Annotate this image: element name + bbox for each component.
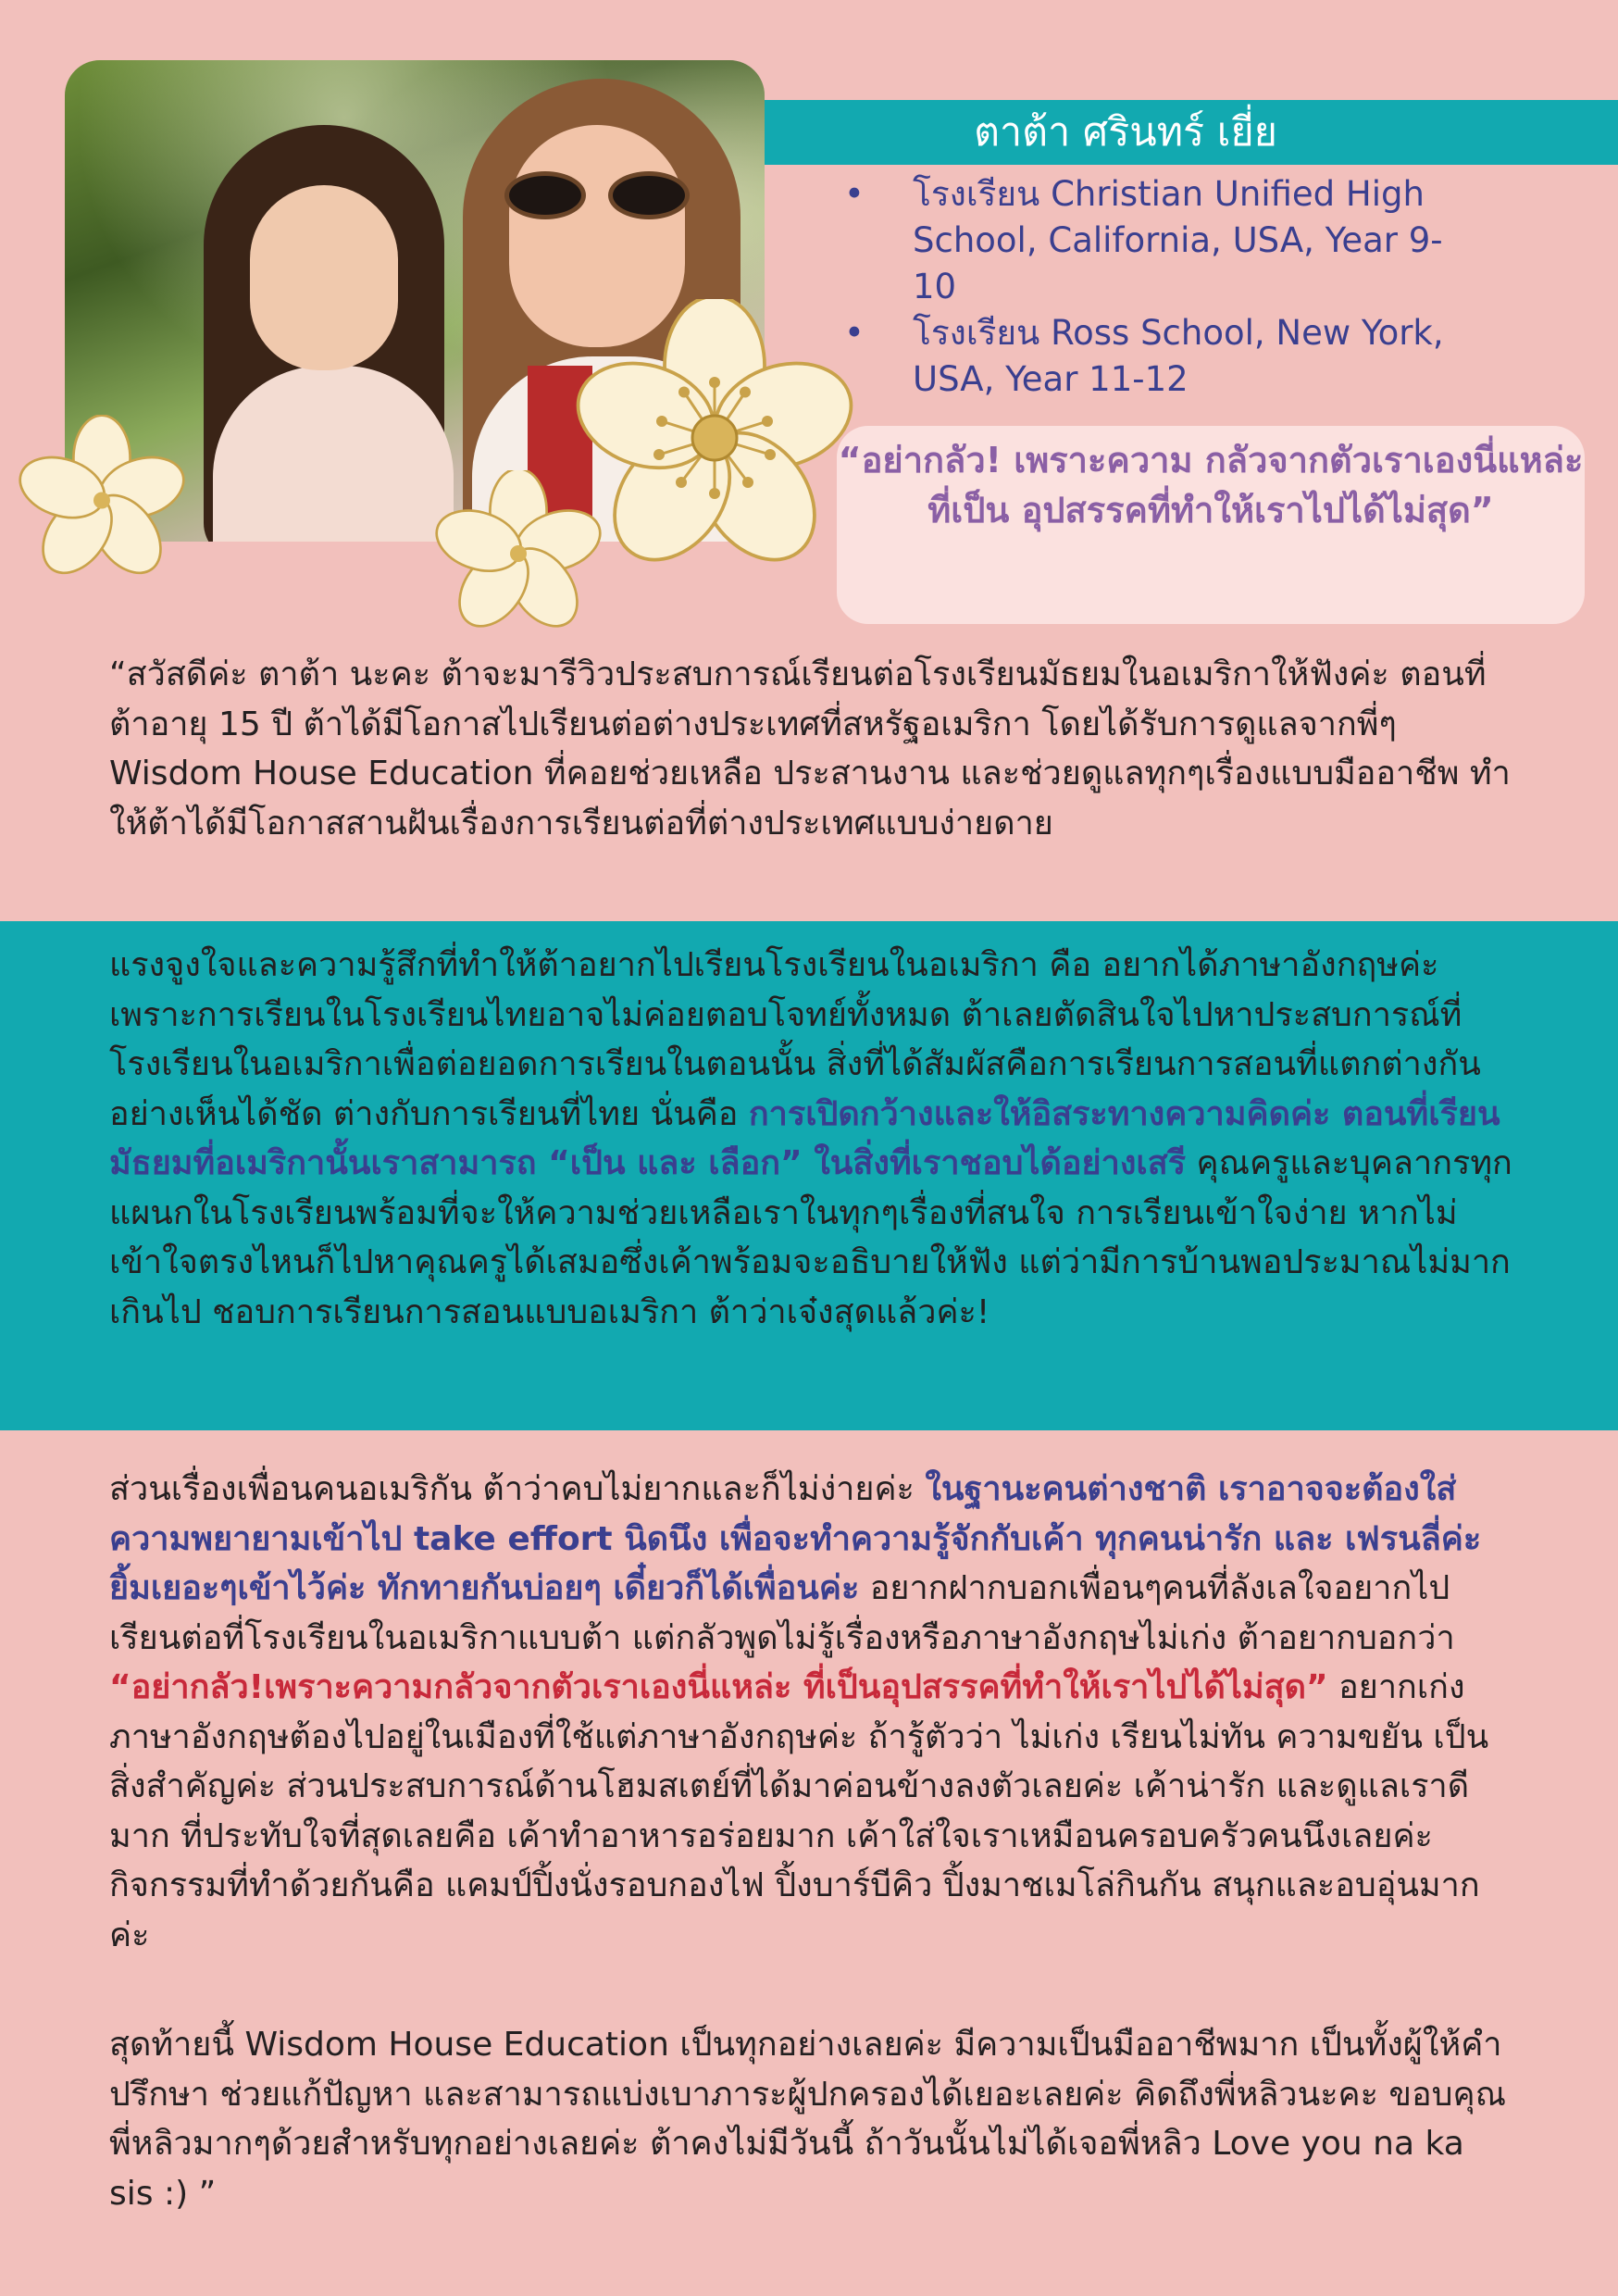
motivation-paragraph xyxy=(109,941,1516,1337)
large-flower-icon xyxy=(576,299,853,577)
friends-text: ส่วนเรื่องเพื่อนคนอเมริกัน ต้าว่าคบไม่ยากและก็ไม่ง่ายค่ะ xyxy=(109,1470,926,1508)
quote-text: “อย่ากลัว! เพราะความ กลัวจากตัวเราเองนี่แหล่ะ ที่เป็น อุปสรรคที่ทำให้เราไปได้ไม่สุด” xyxy=(838,440,1584,530)
friends-highlight: ในฐานะคนต่างชาติ เราอาจจะต้องใส่ความพยายามเข้าไป take effort นิดนึง เพื่อจะทำความรู้จักกับเค้า ทุกคนน่ารัก และ เฟรนลี่ค่ะ ยิ้มเยอะๆเข้าไว้ค่ะ ทักทายกันบ่อยๆ เดี๋ยวก็ได้เพื่อนค่ะ xyxy=(109,1470,1482,1607)
motivation-highlight: การเปิดกว้างและให้อิสระทางความคิดค่ะ ตอนที่เรียนมัธยมที่อเมริกานั้นเราสามารถ “เป็น และ เลือก” ในสิ่งที่เราชอบได้อย่างเสรี xyxy=(109,1094,1500,1182)
school-item: • โรงเรียน Christian Unified High School, California, USA, Year 9-10 xyxy=(844,171,1483,310)
flower-icon xyxy=(19,415,185,586)
motivation-text: แรงจูงใจและความรู้สึกที่ทำให้ต้าอยากไปเรียนโรงเรียนในอเมริกา คือ อยากได้ภาษาอังกฤษค่ะ เพราะการเรียนในโรงเรียนไทยอาจไม่ค่อยตอบโจทย์ทั้งหมด ต้าเลยตัดสินใจไปหาประสบการณ์ที่โรงเรียนในอเมริกาเพื่อต่อยอดการเรียนในตอนนั้น สิ่งที่ได้สัมผัสคือการเรียนการสอนที่แตกต่างกันอย่างเห็นได้ชัด ต่างกับการเรียนที่ไทย นั่นคือ xyxy=(109,946,1481,1133)
student-name: ตาต้า ศรินทร์ เยี่ย xyxy=(974,109,1277,156)
intro-paragraph: “สวัสดีค่ะ ตาต้า นะคะ ต้าจะมารีวิวประสบการณ์เรียนต่อโรงเรียนมัธยมในอเมริกาให้ฟังค่ะ ตอนที่ต้าอายุ 15 ปี ต้าได้มีโอกาสไปเรียนต่อต่างประเทศที่สหรัฐอเมริกา โดยได้รับการดูแลจากพี่ๆ Wisdom House Education ที่คอยช่วยเหลือ ประสานงาน และช่วยดูแลทุกๆเรื่องแบบมืออาชีพ ทำให้ต้าได้มีโอกาสสานฝันเรื่องการเรียนต่อที่ต่างประเทศแบบง่ายดาย xyxy=(109,655,1511,842)
school-item: • โรงเรียน Ross School, New York, USA, Year 11-12 xyxy=(844,310,1483,403)
friends-text: อยากเก่งภาษาอังกฤษต้องไปอยู่ในเมืองที่ใช้แต่ภาษาอังกฤษค่ะ ถ้ารู้ตัวว่า ไม่เก่ง เรียนไม่ทัน ความขยัน เป็นสิ่งสำคัญค่ะ ส่วนประสบการณ์ด้านโฮมสเตย์ที่ได้มาค่อนข้างลงตัวเลยค่ะ เค้าน่ารัก และดูแลเราดีมาก ที่ประทับใจที่สุดเลยคือ เค้าทำอาหารอร่อยมาก เค้าใส่ใจเราเหมือนครอบครัวคนนึงเลยค่ะ กิจกรรมที่ทำด้วยกันคือ แคมป์ปิ้งนั่งรอบกองไฟ ปิ้งบาร์บีคิว ปิ้งมาชเมโล่กินกัน สนุกและอบอุ่นมากค่ะ xyxy=(109,1668,1489,1954)
motivation-text: คุณครูและบุคลากรทุกแผนกในโรงเรียนพร้อมที่จะให้ความช่วยเหลือเราในทุกๆเรื่องที่สนใจ การเรียนเข้าใจง่าย หากไม่เข้าใจตรงไหนก็ไปหาคุณครูได้เสมอซึ่งเค้าพร้อมจะอธิบายให้ฟัง แต่ว่ามีการบ้านพอประมาณไม่มากเกินไป ชอบการเรียนการสอนแบบอเมริกา ต้าว่าเจ๋งสุดแล้วค่ะ! xyxy=(109,1144,1512,1331)
friends-text: อยากฝากบอกเพื่อนๆคนที่ลังเลใจอยากไปเรียนต่อที่โรงเรียนในอเมริกาแบบต้า แต่กลัวพูดไม่รู้เรื่องหรือภาษาอังกฤษไม่เก่ง ต้าอยากบอกว่า xyxy=(109,1569,1455,1657)
sunglasses-icon xyxy=(504,171,690,219)
student-face xyxy=(250,185,398,370)
school-list xyxy=(844,171,1483,403)
friends-paragraph xyxy=(109,1465,1516,1960)
closing-paragraph: สุดท้ายนี้ Wisdom House Education เป็นทุกอย่างเลยค่ะ มีความเป็นมืออาชีพมาก เป็นทั้งผู้ให้คำปรึกษา ช่วยแก้ปัญหา และสามารถแบ่งเบาภาระผู้ปกครองได้เยอะเลยค่ะ คิดถึงพี่หลิวนะคะ ขอบคุณพี่หลิวมากๆด้วยสำหรับทุกอย่างเลยค่ะ ต้าคงไม่มีวันนี้ ถ้าวันนั้นไม่ได้เจอพี่หลิว Love you na ka sis :) ” xyxy=(109,2026,1506,2213)
friends-quote: “อย่ากลัว!เพราะความกลัวจากตัวเราเองนี่แหล่ะ ที่เป็นอุปสรรคที่ทำให้เราไปได้ไม่สุด” xyxy=(109,1668,1328,1706)
